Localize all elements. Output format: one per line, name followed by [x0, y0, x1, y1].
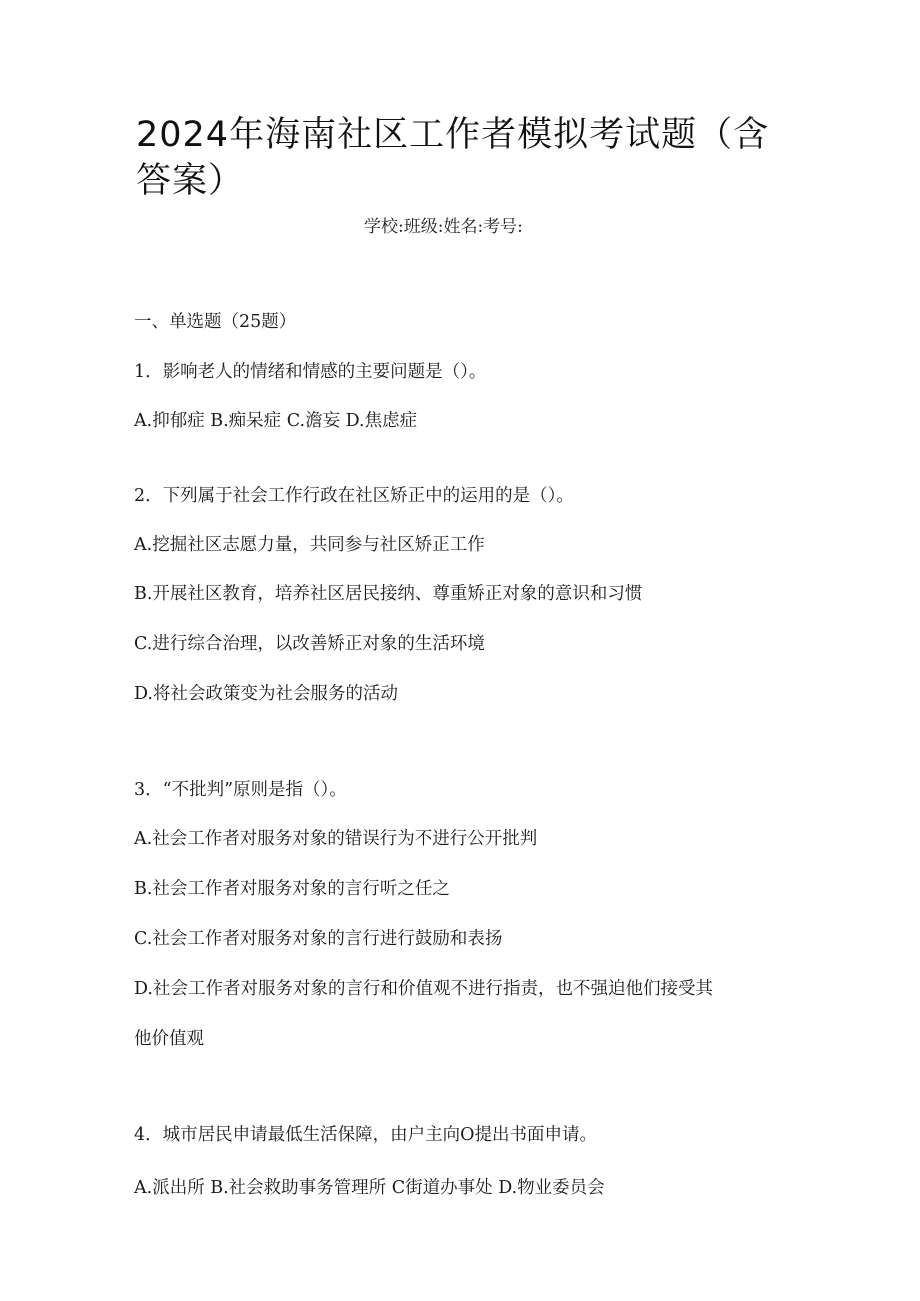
- question-4-stem: 4．城市居民申请最低生活保障，由户主向O提出书面申请。: [134, 1125, 597, 1145]
- section-heading: 一、单选题（25题）: [134, 312, 297, 332]
- question-3-option-b: B.社会工作者对服务对象的言行听之任之: [134, 879, 450, 899]
- question-1-options: A.抑郁症 B.痴呆症 C.澹妄 D.焦虑症: [134, 411, 418, 431]
- question-3-option-c: C.社会工作者对服务对象的言行进行鼓励和表扬: [134, 929, 503, 949]
- question-3-stem: 3．“不批判”原则是指（）。: [134, 780, 347, 800]
- question-3-option-a: A.社会工作者对服务对象的错误行为不进行公开批判: [134, 829, 538, 849]
- question-2-stem: 2．下列属于社会工作行政在社区矫正中的运用的是（）。: [134, 486, 574, 506]
- question-2-option-c: C.进行综合治理，以改善矫正对象的生活环境: [134, 634, 485, 654]
- question-2-option-a: A.挖掘社区志愿力量，共同参与社区矫正工作: [134, 535, 485, 555]
- student-info-line: 学校:班级:姓名:考号:: [364, 217, 523, 237]
- question-3-option-d: D.社会工作者对服务对象的言行和价值观不进行指责，也不强迫他们接受其: [134, 979, 713, 999]
- document-title: 2024年海南社区工作者模拟考试题（含答案）: [136, 115, 770, 201]
- question-3-option-d-continued: 他价值观: [134, 1029, 204, 1049]
- question-4-options: A.派出所 B.社会救助事务管理所 C街道办事处 D.物业委员会: [134, 1178, 605, 1198]
- question-1-stem: 1．影响老人的情绪和情感的主要问题是（）。: [134, 362, 487, 382]
- question-2-option-b: B.开展社区教育，培养社区居民接纳、尊重矫正对象的意识和习惯: [134, 584, 643, 604]
- question-2-option-d: D.将社会政策变为社会服务的活动: [134, 684, 398, 704]
